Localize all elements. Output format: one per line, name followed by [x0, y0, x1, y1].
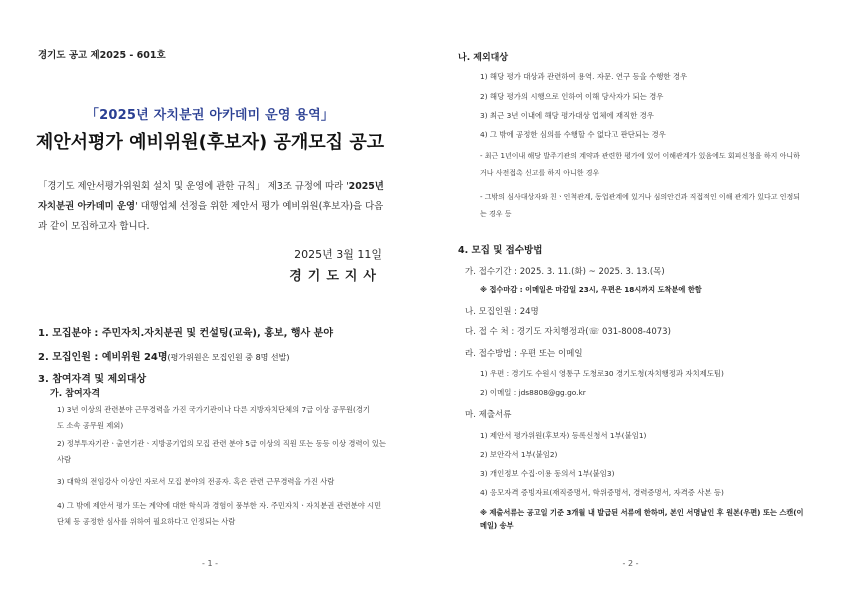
method-item-post: 1) 우편 : 경기도 수원시 영통구 도청로30 경기도청(자치행정과 자치제도팀): [480, 369, 724, 378]
page-title: 제안서평가 예비위원(후보자) 공개모집 공고: [35, 132, 385, 153]
page-number: - 1 -: [202, 559, 218, 568]
intro-text-1: 「경기도 제안서평가위원회 설치 및 운영에 관한 규칙」 제3조 규정에 따라 ': [38, 181, 349, 192]
qualification-item: 1) 3년 이상의 관련분야 근무경력을 가진 국가기관이나 다른 지방자치단체의 7급 이상 공무원(경기도 소속 공무원 제외): [57, 405, 370, 430]
page-1: [0, 0, 420, 595]
section-2-note: (평가위원은 모집인원 중 8명 선발): [167, 353, 290, 362]
receiving-office: 다. 접 수 처 : 경기도 자치행정과(☏ 031-8008-4073): [465, 327, 671, 337]
exclusion-item: 1) 해당 평가 대상과 관련하여 용역. 자문. 연구 등을 수행한 경우: [480, 72, 688, 81]
section-3b-heading: 나. 제외대상: [458, 53, 509, 63]
intro-text-2: ' 대행업체 선정을 위한 제안서 평가 예비위원(후보자)을 다음과 같이 모집하고자 합니다.: [38, 201, 384, 232]
section-3-heading: 3. 참여자격 및 제외대상: [38, 374, 147, 385]
document-item: 4) 응모자격 증빙자료(재직증명서, 학위증명서, 경력증명서, 자격증 사본 등): [480, 488, 724, 497]
deadline-note: ※ 접수마감 : 이메일은 마감일 23시, 우편은 18시까지 도착분에 한함: [480, 285, 702, 294]
page-2: [420, 0, 841, 595]
exclusion-item: 3) 최근 3년 이내에 해당 평가대상 업체에 재직한 경우: [480, 111, 654, 120]
recruit-count: 나. 모집인원 : 24명: [465, 307, 539, 317]
document-item: 2) 보안각서 1부(붙임2): [480, 450, 558, 459]
intro-text-bold: 2025년 자치분권 아카데미 운영: [38, 181, 384, 212]
notice-number: 경기도 공고 제2025 - 601호: [38, 50, 166, 61]
documents-heading: 마. 제출서류: [465, 410, 512, 420]
exclusion-detail: - 그밖의 심사대상자와 친ㆍ인척관계, 동업관계에 있거나 심의안건과 직접적인 이해 관계가 있다고 인정되는 경우 등: [480, 193, 800, 218]
exclusion-item: 4) 그 밖에 공정한 심의를 수행할 수 없다고 판단되는 경우: [480, 130, 666, 139]
qualification-item: 4) 그 밖에 제안서 평가 또는 계약에 대한 학식과 경험이 풍부한 자. 주민자치ㆍ자치분권 관련분야 시민단체 등 공정한 심사를 위하여 필요하다고 인정되는 사람: [57, 501, 382, 526]
document-item: 1) 제안서 평가위원(후보자) 등록신청서 1부(붙임1): [480, 431, 647, 440]
section-2-headcount: [38, 348, 290, 363]
application-period: 가. 접수기간 : 2025. 3. 11.(화) ~ 2025. 3. 13.(목): [465, 267, 665, 277]
notice-date: 2025년 3월 11일: [294, 248, 382, 261]
section-3a-heading: 가. 참여자격: [50, 389, 101, 399]
application-method: 라. 접수방법 : 우편 또는 이메일: [465, 349, 583, 359]
exclusion-detail: - 최근 1년이내 해당 발주기관의 계약과 관련한 평가에 있어 이해관계가 있음에도 회피신청을 하지 아니하거나 사전접촉 신고를 하지 아니한 경우: [480, 152, 800, 177]
project-subtitle: 「2025년 자치분권 아카데미 운영 용역」: [85, 108, 335, 123]
qualification-item: 3) 대학의 전임강사 이상인 자로서 모집 분야의 전공자. 혹은 관련 근무경력을 가진 사람: [57, 477, 335, 486]
exclusion-item: 2) 해당 평가의 시행으로 인하여 이해 당사자가 되는 경우: [480, 92, 664, 101]
documents-note: ※ 제출서류는 공고일 기준 3개월 내 발급된 서류에 한하며, 본인 서명날인 후 원본(우편) 또는 스캔(이메일) 송부: [480, 508, 804, 530]
document-item: 3) 개인정보 수집·이용 동의서 1부(붙임3): [480, 469, 615, 478]
method-item-email[interactable]: 2) 이메일 : jds8808@gg.go.kr: [480, 388, 586, 397]
section-2-main: 2. 모집인원 : 예비위원 24명: [38, 352, 168, 363]
governor-signature: 경기도지사: [289, 269, 382, 284]
section-1-field: 1. 모집분야 : 주민자치.자치분권 및 컨설팅(교육), 홍보, 행사 분야: [38, 328, 333, 339]
page-number: - 2 -: [622, 559, 639, 568]
intro-paragraph: [38, 177, 388, 237]
section-4-heading: 4. 모집 및 접수방법: [458, 245, 543, 256]
qualification-item: 2) 정부투자기관ㆍ출연기관ㆍ지방공기업의 모집 관련 분야 5급 이상의 직원 또는 동등 이상 경력이 있는 사람: [57, 439, 386, 464]
